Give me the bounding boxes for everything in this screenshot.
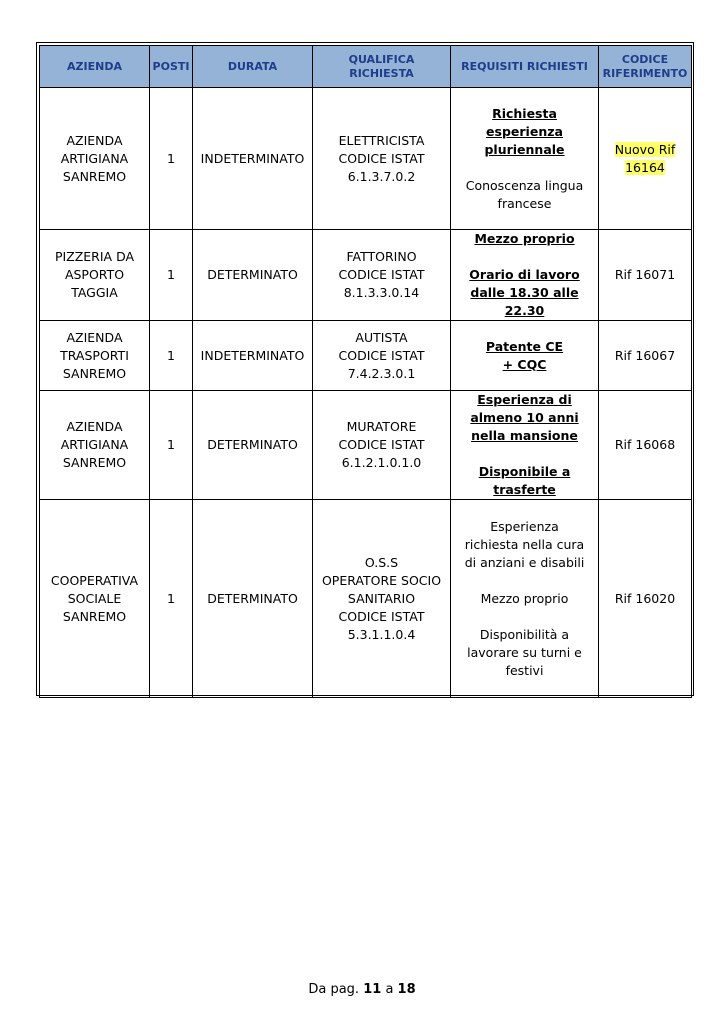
requisito-line: Esperienza di xyxy=(477,392,572,407)
requisito-line: lavorare su turni e xyxy=(467,644,582,660)
requisito-line: Disponibile a xyxy=(478,464,571,479)
cell-azienda xyxy=(40,88,150,230)
cell-qualifica-line: MURATORE xyxy=(346,419,417,434)
cell-azienda xyxy=(40,230,150,321)
cell-posti: 1 xyxy=(150,500,193,698)
cell-durata: INDETERMINATO xyxy=(193,321,313,391)
footer-current-page: 11 xyxy=(363,982,382,997)
cell-qualifica-line: 7.4.2.3.0.1 xyxy=(347,365,416,381)
cell-azienda-line: COOPERATIVA xyxy=(50,572,139,588)
header-qualifica: QUALIFICA RICHIESTA xyxy=(313,46,451,88)
cell-azienda-line: ARTIGIANA xyxy=(60,150,129,166)
codice-text: 16164 xyxy=(625,159,665,175)
cell-posti: 1 xyxy=(150,88,193,230)
footer-separator: a xyxy=(385,982,394,997)
requisito-line: dalle 18.30 alle xyxy=(470,285,579,300)
cell-qualifica-line: 8.1.3.3.0.14 xyxy=(343,285,420,300)
requisito-line: almeno 10 anni xyxy=(470,410,579,425)
cell-qualifica-line: 5.3.1.1.0.4 xyxy=(347,626,416,642)
cell-qualifica-line: CODICE ISTAT xyxy=(338,150,425,166)
table-row xyxy=(40,500,692,698)
cell-azienda-line: TRASPORTI xyxy=(60,347,129,363)
cell-codice xyxy=(599,321,692,391)
page-footer xyxy=(0,982,724,997)
cell-qualifica xyxy=(313,230,451,321)
cell-qualifica-line: CODICE ISTAT xyxy=(338,347,425,363)
requisito-line: Disponibilità a xyxy=(479,626,570,642)
cell-qualifica xyxy=(313,500,451,698)
cell-azienda-lines xyxy=(44,572,145,626)
codice-lines xyxy=(603,436,687,454)
cell-azienda-line: PIZZERIA DA xyxy=(54,249,135,264)
cell-qualifica-line: OPERATORE SOCIO xyxy=(321,572,442,588)
requisito-block xyxy=(455,230,594,248)
cell-qualifica-line: O.S.S xyxy=(364,554,399,570)
cell-codice xyxy=(599,230,692,321)
cell-durata: DETERMINATO xyxy=(193,500,313,698)
requisito-line: Mezzo proprio xyxy=(474,231,575,246)
cell-azienda-line: SANREMO xyxy=(62,608,127,624)
job-offers-table-frame xyxy=(36,42,694,696)
cell-azienda-line: TAGGIA xyxy=(71,285,118,300)
cell-azienda-line: AZIENDA xyxy=(66,419,123,434)
footer-prefix: Da pag. xyxy=(308,982,360,997)
requisito-block xyxy=(455,338,594,374)
requisito-block xyxy=(455,105,594,159)
header-durata: DURATA xyxy=(193,46,313,88)
cell-azienda-line: SANREMO xyxy=(62,455,127,470)
requisito-line: esperienza xyxy=(486,123,563,139)
table-body xyxy=(40,88,692,698)
codice-line xyxy=(603,347,687,365)
cell-azienda-lines xyxy=(44,132,145,186)
requisito-block xyxy=(455,518,594,572)
cell-azienda-lines xyxy=(44,329,145,383)
cell-posti: 1 xyxy=(150,321,193,391)
cell-azienda-lines xyxy=(44,418,145,472)
requisito-block xyxy=(455,177,594,213)
cell-posti: 1 xyxy=(150,230,193,321)
cell-qualifica xyxy=(313,88,451,230)
header-posti-label: POSTI xyxy=(152,59,190,73)
codice-text: Nuovo Rif xyxy=(614,141,676,157)
cell-azienda xyxy=(40,500,150,698)
requisito-line: richiesta nella cura xyxy=(464,536,585,552)
requisito-block xyxy=(455,463,594,499)
cell-requisiti xyxy=(451,230,599,321)
cell-requisiti xyxy=(451,391,599,500)
cell-azienda xyxy=(40,391,150,500)
table-row xyxy=(40,230,692,321)
cell-codice xyxy=(599,500,692,698)
cell-azienda-line: ASPORTO xyxy=(64,267,125,282)
cell-qualifica-line: CODICE ISTAT xyxy=(338,267,425,282)
cell-azienda-line: SANREMO xyxy=(62,168,127,184)
cell-qualifica-line: ELETTRICISTA xyxy=(338,132,425,148)
codice-line xyxy=(603,590,687,608)
header-azienda: AZIENDA xyxy=(40,46,150,88)
requisito-line: festivi xyxy=(505,662,544,678)
codice-text: Rif 16067 xyxy=(614,347,676,363)
cell-azienda-line: AZIENDA xyxy=(66,132,123,148)
codice-text: Rif 16068 xyxy=(614,437,676,452)
codice-lines xyxy=(603,590,687,608)
codice-text: Rif 16020 xyxy=(614,590,676,606)
requisito-block xyxy=(455,266,594,320)
cell-qualifica-lines xyxy=(317,418,446,472)
cell-requisiti xyxy=(451,321,599,391)
requisito-block xyxy=(455,391,594,445)
requisito-line: Mezzo proprio xyxy=(480,590,569,606)
cell-durata: DETERMINATO xyxy=(193,230,313,321)
cell-qualifica xyxy=(313,321,451,391)
codice-lines xyxy=(603,347,687,365)
codice-line xyxy=(603,436,687,454)
requisito-line: trasferte xyxy=(493,482,556,497)
job-offers-table xyxy=(39,45,692,698)
requisito-block xyxy=(455,626,594,680)
cell-qualifica-lines xyxy=(317,248,446,302)
codice-text: Rif 16071 xyxy=(614,267,676,282)
cell-qualifica-line: CODICE ISTAT xyxy=(338,608,425,624)
footer-total-pages: 18 xyxy=(397,982,416,997)
cell-qualifica-line: 6.1.2.1.0.1.0 xyxy=(341,455,422,470)
codice-lines xyxy=(603,266,687,284)
codice-line xyxy=(603,159,687,177)
cell-qualifica-line: CODICE ISTAT xyxy=(338,437,425,452)
requisito-line: 22.30 xyxy=(504,303,545,318)
table-row xyxy=(40,321,692,391)
cell-qualifica-line: SANITARIO xyxy=(347,590,416,606)
table-row xyxy=(40,391,692,500)
table-header-row xyxy=(40,46,692,88)
codice-line xyxy=(603,141,687,159)
cell-qualifica-line: AUTISTA xyxy=(355,329,408,345)
requisito-line: Orario di lavoro xyxy=(469,267,580,282)
requisito-line: Richiesta xyxy=(492,105,557,121)
cell-durata: INDETERMINATO xyxy=(193,88,313,230)
requisito-line: francese xyxy=(497,195,552,211)
header-codice: CODICE RIFERIMENTO xyxy=(599,46,692,88)
cell-requisiti xyxy=(451,88,599,230)
cell-azienda-line: ARTIGIANA xyxy=(60,437,129,452)
cell-codice xyxy=(599,391,692,500)
requisito-line: + CQC xyxy=(502,356,547,372)
cell-durata: DETERMINATO xyxy=(193,391,313,500)
requisito-line: Conoscenza lingua xyxy=(465,177,584,193)
cell-azienda xyxy=(40,321,150,391)
codice-lines xyxy=(603,141,687,177)
cell-qualifica xyxy=(313,391,451,500)
cell-qualifica-line: FATTORINO xyxy=(346,249,417,264)
cell-qualifica-line: 6.1.3.7.0.2 xyxy=(347,168,416,184)
requisito-block xyxy=(455,590,594,608)
cell-qualifica-lines xyxy=(317,132,446,186)
requisito-line: Patente CE xyxy=(485,338,564,354)
requisito-line: nella mansione xyxy=(471,428,578,443)
requisito-line: pluriennale xyxy=(484,141,565,157)
cell-codice xyxy=(599,88,692,230)
cell-posti: 1 xyxy=(150,391,193,500)
cell-azienda-lines xyxy=(44,248,145,302)
header-requisiti: REQUISITI RICHIESTI xyxy=(451,46,599,88)
requisito-line: di anziani e disabili xyxy=(464,554,585,570)
table-row xyxy=(40,88,692,230)
cell-azienda-line: SANREMO xyxy=(62,365,127,381)
codice-line xyxy=(603,266,687,284)
cell-azienda-line: AZIENDA xyxy=(66,329,123,345)
header-posti xyxy=(150,46,193,88)
cell-requisiti xyxy=(451,500,599,698)
cell-qualifica-lines xyxy=(317,329,446,383)
requisito-line: Esperienza xyxy=(490,518,559,534)
cell-azienda-line: SOCIALE xyxy=(67,590,122,606)
cell-qualifica-lines xyxy=(317,554,446,644)
